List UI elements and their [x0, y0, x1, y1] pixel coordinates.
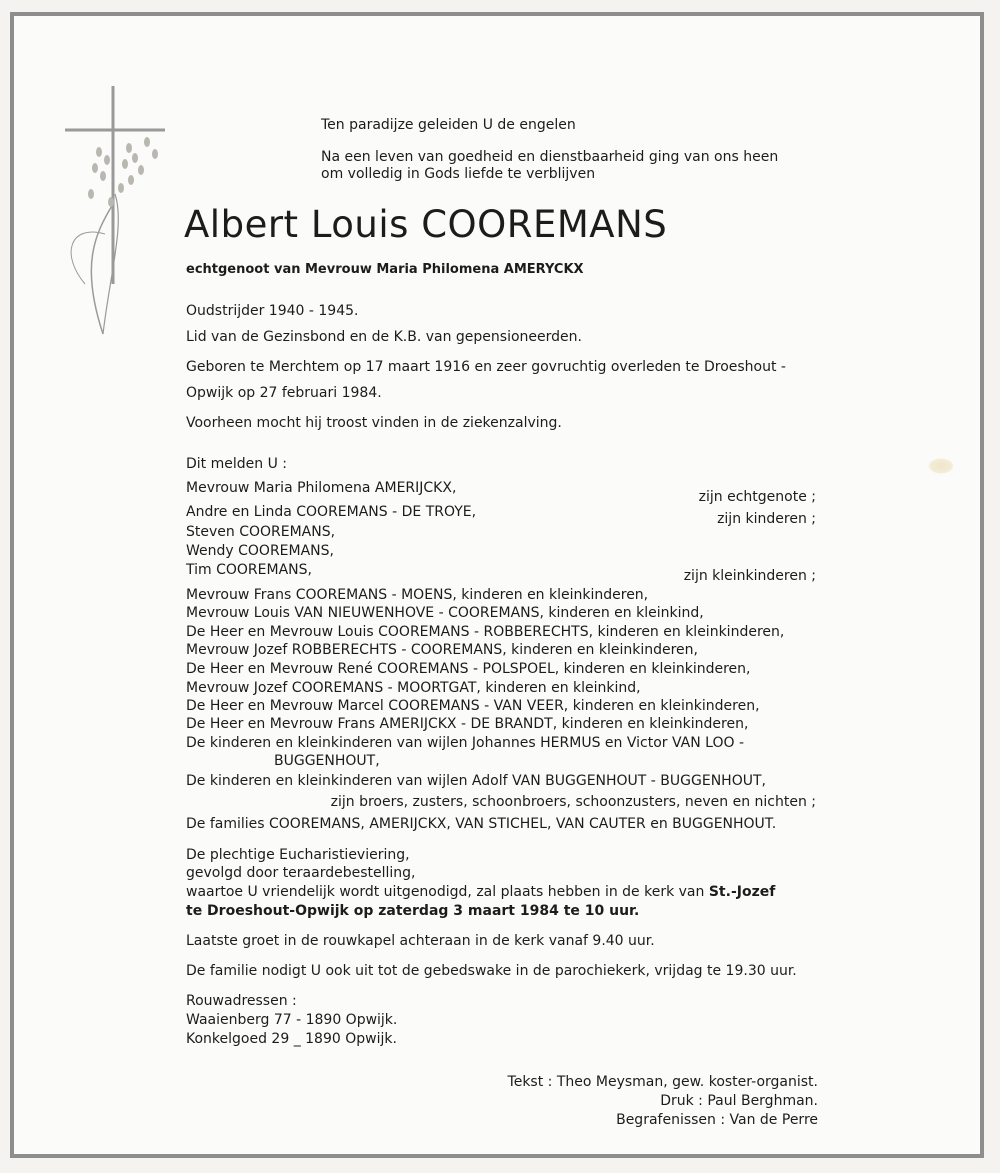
credit-print: Druk : Paul Berghman.: [660, 1093, 818, 1109]
relative-line: Mevrouw Jozef COOREMANS - MOORTGAT, kinderen en kleinkind,: [186, 680, 641, 696]
role-children: zijn kinderen ;: [717, 511, 816, 527]
credit-undertaker: Begrafenissen : Van de Perre: [616, 1112, 818, 1128]
family-member: Mevrouw Maria Philomena AMERIJCKX,: [186, 480, 457, 496]
intro-line-2: om volledig in Gods liefde te verblijven: [321, 166, 596, 182]
bio-line-2: Lid van de Gezinsbond en de K.B. van gepensioneerden.: [186, 329, 582, 345]
role-spouse: zijn echtgenote ;: [698, 489, 816, 505]
relative-line: De Heer en Mevrouw Louis COOREMANS - ROBBERECHTS, kinderen en kleinkinderen,: [186, 624, 785, 640]
vigil-line: De familie nodigt U ook uit tot de gebedswake in de parochiekerk, vrijdag te 19.30 uur.: [186, 963, 797, 979]
relative-line: De kinderen en kleinkinderen van wijlen Adolf VAN BUGGENHOUT - BUGGENHOUT,: [186, 773, 766, 789]
announcement-intro: Dit melden U :: [186, 456, 287, 472]
service-line-1: De plechtige Eucharistieviering,: [186, 847, 410, 863]
service-line-2: gevolgd door teraardebestelling,: [186, 865, 416, 881]
family-member: Steven COOREMANS,: [186, 524, 336, 540]
intro-line-1: Na een leven van goedheid en dienstbaarheid ging van ons heen: [321, 149, 779, 165]
deceased-name: Albert Louis COOREMANS: [184, 203, 668, 246]
service-date: te Droeshout-Opwijk op zaterdag 3 maart 1984 te 10 uur.: [186, 903, 640, 919]
relative-line: BUGGENHOUT,: [274, 753, 380, 769]
paper-stain: [928, 458, 954, 474]
relative-line: De Heer en Mevrouw Frans AMERIJCKX - DE BRANDT, kinderen en kleinkinderen,: [186, 716, 749, 732]
relative-line: Mevrouw Frans COOREMANS - MOENS, kinderen en kleinkinderen,: [186, 587, 649, 603]
bio-line-3: Geboren te Merchtem op 17 maart 1916 en zeer govruchtig overleden te Droeshout -: [186, 359, 786, 375]
relative-line: De Heer en Mevrouw René COOREMANS - POLSPOEL, kinderen en kleinkinderen,: [186, 661, 751, 677]
address-line: Waaienberg 77 - 1890 Opwijk.: [186, 1012, 398, 1028]
family-member: Andre en Linda COOREMANS - DE TROYE,: [186, 504, 477, 520]
credit-text: Tekst : Theo Meysman, gew. koster-organist.: [507, 1074, 818, 1090]
bio-line-5: Voorheen mocht hij troost vinden in de ziekenzalving.: [186, 415, 562, 431]
service-text: waartoe U vriendelijk wordt uitgenodigd, zal plaats hebben in de kerk van: [186, 884, 709, 900]
family-member: Tim COOREMANS,: [186, 562, 312, 578]
church-name: St.-Jozef: [708, 884, 776, 900]
role-grandchildren: zijn kleinkinderen ;: [683, 568, 816, 584]
relative-line: De families COOREMANS, AMERIJCKX, VAN STICHEL, VAN CAUTER en BUGGENHOUT.: [186, 816, 777, 832]
bio-line-1: Oudstrijder 1940 - 1945.: [186, 303, 359, 319]
service-line-3: [186, 883, 775, 901]
cross-with-grass-icon: [55, 84, 170, 339]
addresses-title: Rouwadressen :: [186, 993, 297, 1009]
address-line: Konkelgoed 29 _ 1890 Opwijk.: [186, 1031, 397, 1047]
spouse-line: echtgenoot van Mevrouw Maria Philomena AMERYCKX: [186, 262, 584, 277]
relative-line: Mevrouw Louis VAN NIEUWENHOVE - COOREMANS, kinderen en kleinkind,: [186, 605, 704, 621]
bio-line-4: Opwijk op 27 februari 1984.: [186, 385, 382, 401]
relative-line: zijn broers, zusters, schoonbroers, schoonzusters, neven en nichten ;: [330, 794, 816, 810]
relative-line: De Heer en Mevrouw Marcel COOREMANS - VAN VEER, kinderen en kleinkinderen,: [186, 698, 760, 714]
motto: Ten paradijze geleiden U de engelen: [321, 117, 576, 133]
relative-line: De kinderen en kleinkinderen van wijlen Johannes HERMUS en Victor VAN LOO -: [186, 735, 744, 751]
family-member: Wendy COOREMANS,: [186, 543, 334, 559]
relative-line: Mevrouw Jozef ROBBERECHTS - COOREMANS, kinderen en kleinkinderen,: [186, 642, 698, 658]
farewell-line: Laatste groet in de rouwkapel achteraan in de kerk vanaf 9.40 uur.: [186, 933, 655, 949]
